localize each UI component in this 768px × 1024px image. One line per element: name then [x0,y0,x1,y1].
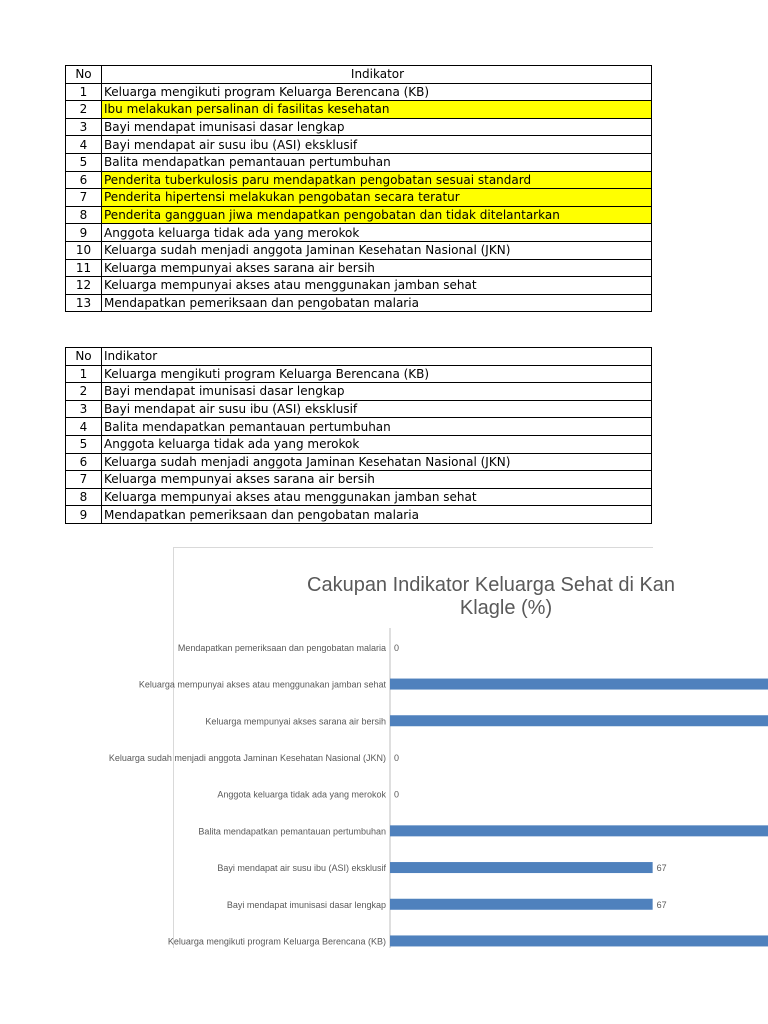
row-number-cell: 2 [66,383,102,401]
row-number-cell: 4 [66,418,102,436]
indicator-cell: Keluarga sudah menjadi anggota Jaminan Kesehatan Nasional (JKN) [102,241,652,259]
table-row [66,83,652,101]
row-number-cell: 7 [66,471,102,489]
category-label: Keluarga mempunyai akses sarana air bersih [205,716,386,727]
row-number-cell: 1 [66,83,102,101]
table-row [66,153,652,171]
row-number-cell: 5 [66,153,102,171]
header-indicator: Indikator [102,348,652,366]
indicator-cell: Keluarga mengikuti program Keluarga Berencana (KB) [102,365,652,383]
indicator-cell: Keluarga mempunyai akses atau menggunakan jamban sehat [102,488,652,506]
table-row [66,418,652,436]
indicator-cell: Keluarga sudah menjadi anggota Jaminan Kesehatan Nasional (JKN) [102,453,652,471]
data-label: 0 [394,752,400,763]
row-number-cell: 1 [66,365,102,383]
bar [390,679,768,690]
chart-title-line-2: Klagle (%) [459,597,553,619]
data-label: 0 [394,789,400,800]
row-number-cell: 9 [66,506,102,524]
row-number-cell: 6 [66,171,102,189]
indicator-cell: Balita mendapatkan pemantauan pertumbuhan [102,418,652,436]
category-label: Anggota keluarga tidak ada yang merokok [217,789,386,800]
table-row [66,277,652,295]
indicator-cell: Keluarga mempunyai akses sarana air bersih [102,259,652,277]
bar [390,825,768,836]
header-no: No [66,348,102,366]
data-label: 67 [656,899,667,910]
indicator-cell: Bayi mendapat air susu ibu (ASI) eksklusif [102,400,652,418]
table-row [66,365,652,383]
indicator-cell: Bayi mendapat air susu ibu (ASI) eksklusif [102,136,652,154]
indicator-cell: Penderita gangguan jiwa mendapatkan pengobatan dan tidak ditelantarkan [102,206,652,224]
data-label: 0 [394,642,400,653]
table-header-row [66,348,652,366]
category-label: Bayi mendapat imunisasi dasar lengkap [226,899,386,910]
table-row [66,435,652,453]
row-number-cell: 5 [66,435,102,453]
chart-marks [109,643,768,947]
category-label: Bayi mendapat air susu ibu (ASI) eksklusif [217,863,386,874]
indicator-cell: Anggota keluarga tidak ada yang merokok [102,224,652,242]
table-row [66,400,652,418]
indicator-table-full [65,65,652,312]
indicator-cell: Mendapatkan pemeriksaan dan pengobatan malaria [102,294,652,312]
data-label: 67 [656,863,667,874]
category-label: Balita mendapatkan pemantauan pertumbuhan [198,826,386,837]
indicator-cell: Anggota keluarga tidak ada yang merokok [102,435,652,453]
row-number-cell: 3 [66,400,102,418]
row-number-cell: 6 [66,453,102,471]
row-number-cell: 2 [66,101,102,119]
table-row [66,259,652,277]
header-indicator: Indikator [102,66,652,84]
table-row [66,118,652,136]
category-label: Keluarga mempunyai akses atau menggunakan jamban sehat [138,679,386,690]
bar [390,899,653,910]
category-label: Keluarga mengikuti program Keluarga Berencana (KB) [167,936,386,947]
row-number-cell: 4 [66,136,102,154]
indicator-cell: Bayi mendapat imunisasi dasar lengkap [102,383,652,401]
row-number-cell: 12 [66,277,102,295]
row-number-cell: 9 [66,224,102,242]
bar-chart [108,548,676,948]
indicator-cell: Keluarga mempunyai akses sarana air bersih [102,471,652,489]
table-row [66,471,652,489]
indicator-cell: Ibu melakukan persalinan di fasilitas kesehatan [102,101,652,119]
table-row [66,171,652,189]
table-row [66,224,652,242]
table-row [66,383,652,401]
category-label: Keluarga sudah menjadi anggota Jaminan Kesehatan Nasional (JKN) [108,752,386,763]
row-number-cell: 11 [66,259,102,277]
row-number-cell: 8 [66,488,102,506]
indicator-table-selected [65,347,652,524]
bar [390,862,653,873]
table-row [66,506,652,524]
indicator-cell: Keluarga mempunyai akses atau menggunakan jamban sehat [102,277,652,295]
indicator-cell: Balita mendapatkan pemantauan pertumbuhan [102,153,652,171]
table-row [66,488,652,506]
table-row [66,189,652,207]
indicator-cell: Keluarga mengikuti program Keluarga Berencana (KB) [102,83,652,101]
table-row [66,101,652,119]
table-row [66,453,652,471]
chart-area [108,547,676,948]
indicator-cell: Penderita hipertensi melakukan pengobatan secara teratur [102,189,652,207]
bar [390,715,768,726]
indicator-cell: Penderita tuberkulosis paru mendapatkan pengobatan sesuai standard [102,171,652,189]
row-number-cell: 3 [66,118,102,136]
header-no: No [66,66,102,84]
chart-title-line-1: Cakupan Indikator Keluarga Sehat di Kan [307,574,676,596]
category-label: Mendapatkan pemeriksaan dan pengobatan malaria [177,642,386,653]
table-header-row [66,66,652,84]
row-number-cell: 10 [66,241,102,259]
table-row [66,136,652,154]
indicator-cell: Mendapatkan pemeriksaan dan pengobatan malaria [102,506,652,524]
table-row [66,206,652,224]
row-number-cell: 8 [66,206,102,224]
bar [390,935,768,946]
table-row [66,241,652,259]
row-number-cell: 7 [66,189,102,207]
table-row [66,294,652,312]
indicator-cell: Bayi mendapat imunisasi dasar lengkap [102,118,652,136]
row-number-cell: 13 [66,294,102,312]
